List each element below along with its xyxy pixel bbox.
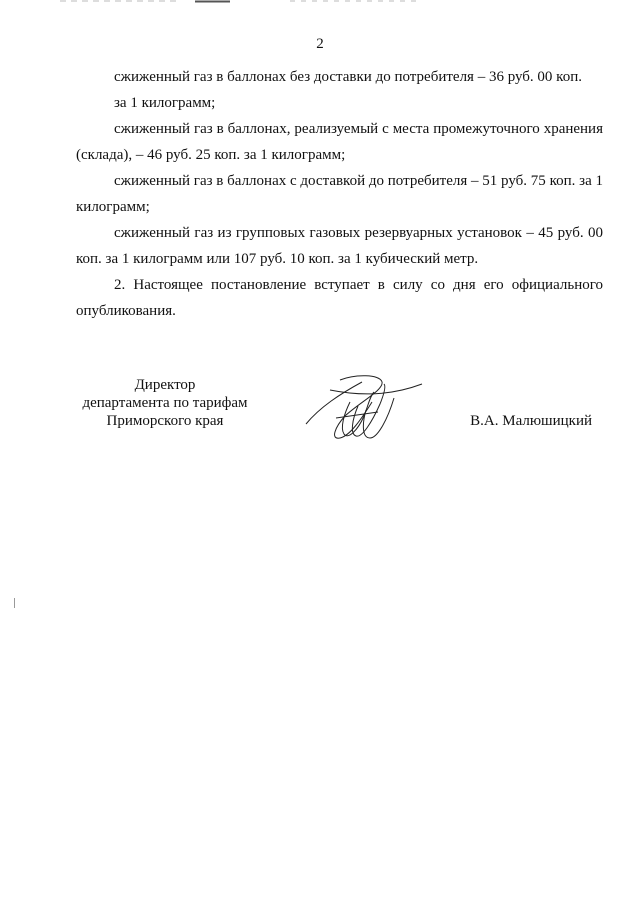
signatory-title-line: департамента по тарифам	[82, 395, 248, 411]
paragraph-delivery: сжиженный газ в баллонах с доставкой до потребителя – 51 руб. 75 коп. за 1 килограмм;	[76, 173, 603, 215]
scan-top-edge	[0, 0, 640, 4]
paragraph-intermediate-storage: сжиженный газ в баллонах, реализуемый с места промежуточного хранения (склада), – 46 руб. 25 коп. за 1 килограмм;	[76, 121, 603, 163]
paragraph-line: за 1 килограмм;	[114, 95, 216, 111]
signatory-name: В.А. Малюшицкий	[470, 413, 592, 429]
signatory-title	[60, 376, 270, 430]
paragraph-delivery-none	[76, 64, 603, 116]
paragraph-line: сжиженный газ в баллонах без доставки до потребителя – 36 руб. 00 коп.	[114, 69, 582, 85]
signatory-title-line: Директор	[134, 377, 196, 393]
paragraph-reservoir: сжиженный газ из групповых газовых резервуарных установок – 45 руб. 00 коп. за 1 килограмм или 107 руб. 10 коп. за 1 кубический метр.	[76, 225, 603, 267]
paragraph-effective-date: 2. Настоящее постановление вступает в силу со дня его официального опубликования.	[76, 277, 603, 319]
scan-artifact	[14, 598, 15, 608]
signatory-title-line: Приморского края	[106, 413, 224, 429]
page-number: 2	[316, 36, 324, 52]
handwritten-signature	[300, 372, 430, 447]
